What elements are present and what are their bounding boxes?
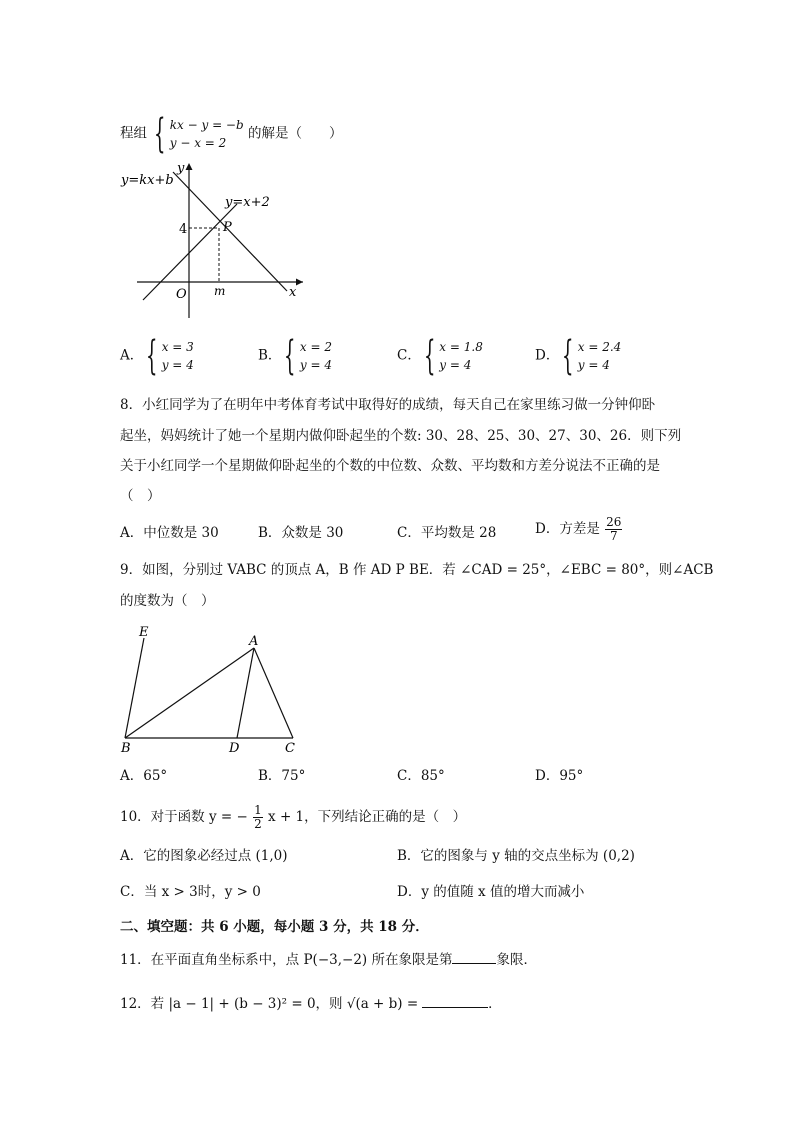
option-letter: B． (258, 347, 282, 364)
option-letter: D． (535, 347, 560, 364)
option-line: x = 2.4 (577, 340, 622, 354)
option-line: y = 4 (161, 358, 194, 372)
fraction-numerator: 26 (606, 515, 622, 529)
q9-option-a: A．65° (120, 768, 168, 784)
fraction-numerator: 1 (254, 803, 262, 817)
q7-option-c: C． { x = 1.8 y = 4 (397, 333, 483, 379)
q10-option-c: C．当 x > 3时，y > 0 (120, 884, 261, 900)
q7-equation-2: y − x = 2 (169, 136, 227, 150)
option-line: y = 4 (577, 358, 610, 372)
y-tick-4-label: 4 (179, 222, 188, 237)
q11-prefix: 11．在平面直角坐标系中，点 P(−3,−2) 所在象限是第 (120, 952, 453, 968)
q7-graph (115, 158, 315, 323)
q7-stem-prefix: 程组 (120, 125, 147, 142)
q7-equation-system (151, 111, 244, 157)
q8-option-d-prefix: D．方差是 (535, 521, 600, 537)
y-axis-label: y (177, 161, 185, 176)
option-line: x = 1.8 (439, 340, 483, 354)
q11-suffix: 象限． (496, 952, 537, 968)
q8-line-1: 8．小红同学为了在明年中考体育考试中取得好的成绩，每天自己在家里练习做一分钟仰卧 (120, 397, 656, 413)
q10-option-b: B．它的图象与 y 轴的交点坐标为 (0,2) (397, 848, 635, 864)
x-tick-m-label: m (214, 284, 226, 298)
line1-label: y=kx+b (121, 173, 174, 188)
vertex-b-label: B (121, 741, 131, 756)
x-axis-arrow-icon (296, 279, 303, 286)
fraction-denominator: 7 (609, 529, 618, 543)
x-axis-label: x (289, 285, 297, 300)
q10-fraction (253, 804, 263, 831)
q8-option-c: C．平均数是 28 (397, 525, 497, 541)
q11-answer-blank[interactable] (452, 951, 496, 964)
q7-option-a: A． { x = 3 y = 4 (120, 333, 194, 379)
q7-option-b: B． { x = 2 y = 4 (258, 333, 332, 379)
option-line: y = 4 (439, 358, 472, 372)
option-letter: A． (120, 347, 144, 364)
vertex-a-label: A (249, 634, 259, 649)
variance-fraction (605, 516, 622, 543)
q7-equation-1: kx − y = −b (169, 118, 244, 132)
q8-option-b: B．众数是 30 (258, 525, 344, 541)
brace-glyph: { (154, 111, 166, 157)
q10-stem (120, 804, 466, 831)
q12-suffix: ． (488, 996, 502, 1012)
fraction-denominator: 2 (254, 817, 262, 831)
section-2-heading: 二、填空题：共 6 小题，每小题 3 分，共 18 分． (120, 919, 429, 935)
segment-ba (125, 648, 254, 738)
option-line: y = 4 (299, 358, 332, 372)
origin-label: O (176, 287, 187, 302)
option-line: x = 3 (161, 340, 194, 354)
q9-option-d: D．95° (535, 768, 584, 784)
q12 (120, 994, 502, 1014)
vertex-c-label: C (285, 741, 295, 756)
q10-option-a: A．它的图象必经过点 (1,0) (120, 848, 288, 864)
q9-option-c: C．85° (397, 768, 445, 784)
option-letter: C． (397, 347, 421, 364)
q9-line-2: 的度数为（ ） (120, 593, 215, 609)
q11 (120, 950, 537, 970)
point-p-label: P (223, 220, 232, 235)
segment-ad (237, 648, 254, 738)
q9-line-1: 9．如图，分别过 VABC 的顶点 A，B 作 AD P BE．若 ∠CAD = 25°，∠EBC = 80°，则∠ACB (120, 562, 714, 578)
q7-option-d: D． { x = 2.4 y = 4 (535, 333, 622, 379)
q7-stem (120, 111, 343, 157)
y-axis-arrow-icon (186, 163, 193, 170)
vertex-e-label: E (139, 625, 149, 640)
q8-option-a: A．中位数是 30 (120, 525, 219, 541)
q8-option-d (535, 516, 623, 543)
q7-stem-suffix: 的解是（ ） (247, 125, 343, 142)
vertex-d-label: D (229, 741, 240, 756)
option-line: x = 2 (299, 340, 332, 354)
q8-line-2: 起坐，妈妈统计了她一个星期内做仰卧起坐的个数: 30、28、25、30、27、30、26．则下列 (120, 428, 682, 444)
segment-ac (254, 648, 293, 738)
q10-option-d: D．y 的值随 x 值的增大而减小 (397, 884, 585, 900)
q8-line-3: 关于小红同学一个星期做仰卧起坐的个数的中位数、众数、平均数和方差分说法不正确的是 (120, 458, 660, 474)
line2-label: y=x+2 (225, 195, 270, 210)
q10-stem-prefix: 10．对于函数 y = − (120, 809, 248, 825)
q12-answer-blank[interactable] (422, 995, 488, 1008)
q8-line-4: （ ） (120, 488, 161, 504)
q12-prefix: 12．若 |a − 1| + (b − 3)² = 0，则 √(a + b) = (120, 996, 419, 1012)
segment-be (125, 638, 144, 738)
q9-option-b: B．75° (258, 768, 306, 784)
q10-stem-suffix: x + 1，下列结论正确的是（ ） (268, 809, 467, 825)
q9-triangle-figure (115, 622, 325, 757)
